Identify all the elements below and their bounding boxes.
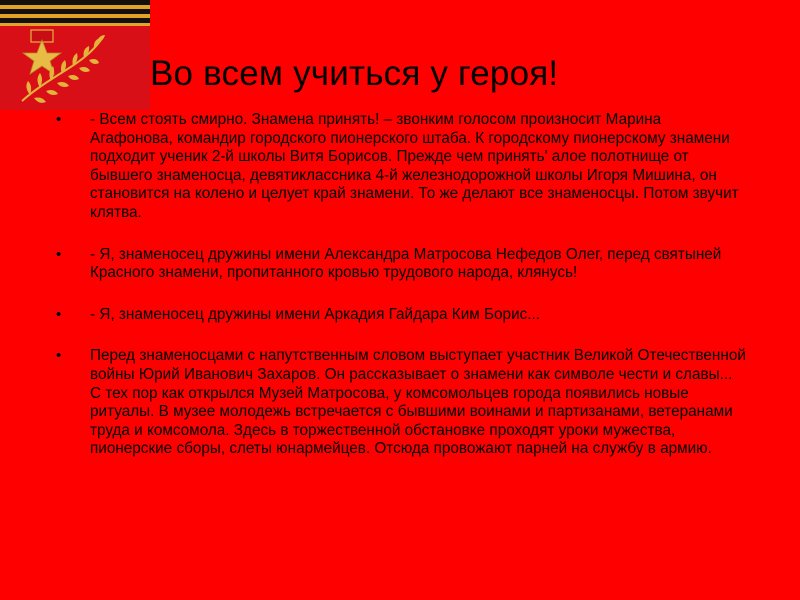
bullet-item-2 — [56, 246, 746, 283]
bullet-text: Перед знаменосцами с напутственным словом выступает участник Великой Отечественной войны Юрий Иванович Захаров. Он рассказывает о знамени как символе чести и славы... С тех пор как открылся Музей Матросова, у комсомольцев города появились новые ритуалы. В музее молодежь встречается с бывшими воинами и партизанами, ветеранами труда и комсомола. Здесь в торжественной обстановке проходят уроки мужества, пионерские сборы, слеты юнармейцев. Отсюда провожают парней на службу в армию. — [90, 347, 746, 458]
slide-title: Во всем учиться у героя! — [150, 54, 559, 93]
bullet-item-3 — [56, 306, 746, 325]
bullet-dot-icon: • — [56, 111, 62, 128]
bullet-text: - Я, знаменосец дружины имени Аркадия Гайдара Ким Борис... — [90, 305, 541, 323]
bullet-dot-icon: • — [56, 305, 62, 323]
bullet-item-1 — [56, 111, 746, 223]
bullet-text: - Я, знаменосец дружины имени Александра Матросова Нефедов Олег, перед святыней Красного знамени, пропитанного кровью трудового народа, клянусь! — [90, 245, 722, 282]
bullet-list — [56, 111, 746, 482]
bullet-item-4 — [56, 347, 746, 459]
bullet-text: - Всем стоять смирно. Знамена принять! – звонким голосом произносит Марина Агафонова, командир городского пионерского штаба. К городскому пионерскому знамени подходит ученик 2-й школы Витя Борисов. Прежде чем принять' алое полотнище от бывшего знаменосца, девятиклассника 4-й железнодорожной школы Игоря Мишина, он становится на колено и целует край знамени. То же делают все знаменосцы. Потом звучит клятва. — [90, 111, 739, 221]
hero-star-medal-with-laurel-icon — [0, 0, 150, 110]
bullet-dot-icon: • — [56, 245, 62, 263]
bullet-dot-icon: • — [56, 347, 62, 365]
